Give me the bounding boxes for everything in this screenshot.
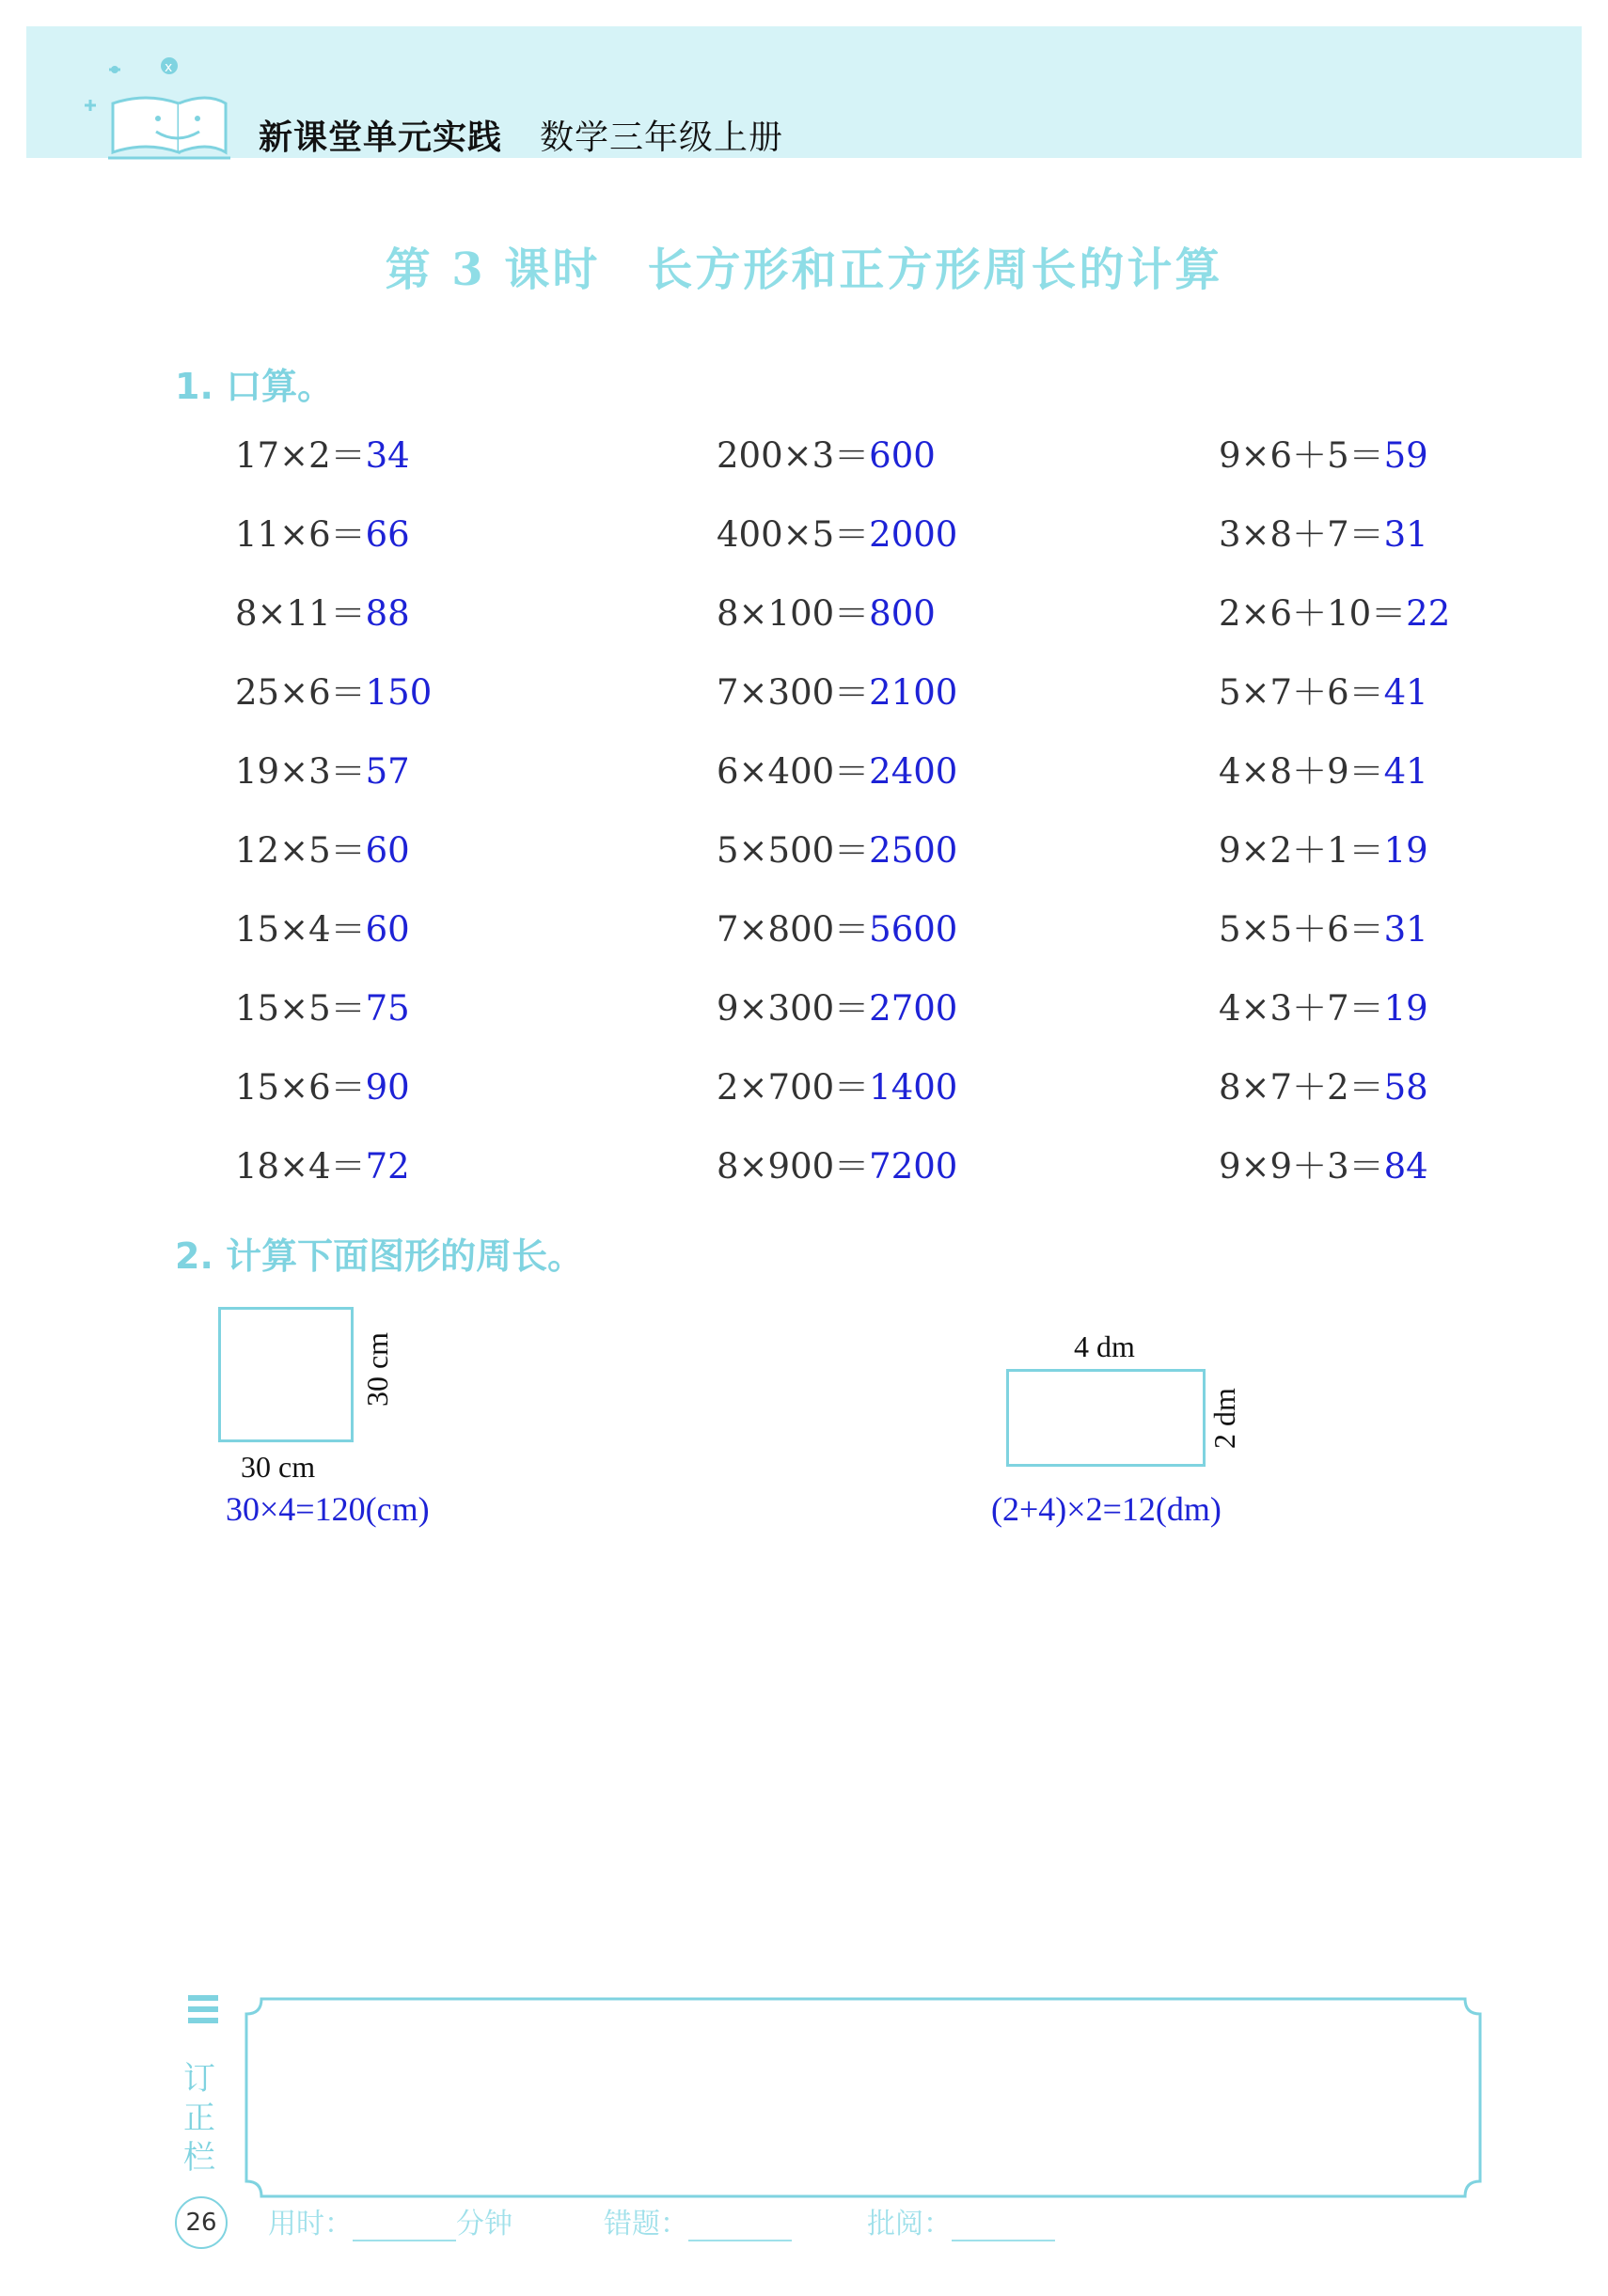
calc-row bbox=[235, 586, 432, 665]
svg-text:x: x bbox=[165, 60, 173, 75]
calc-expression: 3×8＋7＝ bbox=[1219, 514, 1384, 555]
lesson-label: 第 3 课时 bbox=[385, 244, 601, 296]
calc-row bbox=[717, 902, 957, 981]
calc-expression: 400×5＝ bbox=[717, 514, 870, 555]
calc-row bbox=[235, 744, 432, 823]
correction-bars bbox=[188, 1995, 218, 2029]
calc-answer: 72 bbox=[365, 1146, 410, 1187]
calc-answer: 2100 bbox=[869, 672, 958, 713]
calc-expression: 7×800＝ bbox=[717, 909, 870, 950]
calc-answer: 7200 bbox=[869, 1146, 958, 1187]
calc-expression: 15×6＝ bbox=[235, 1067, 366, 1108]
calc-expression: 6×400＝ bbox=[717, 751, 870, 792]
review-blank[interactable] bbox=[952, 2208, 1055, 2241]
calc-expression: 9×9＋3＝ bbox=[1219, 1146, 1384, 1187]
calc-answer: 41 bbox=[1383, 672, 1428, 713]
lesson-title bbox=[0, 233, 1608, 298]
rectangle-answer: (2+4)×2=12(dm) bbox=[991, 1490, 1222, 1528]
calc-expression: 25×6＝ bbox=[235, 672, 366, 713]
calc-expression: 18×4＝ bbox=[235, 1146, 366, 1187]
calc-expression: 4×3＋7＝ bbox=[1219, 988, 1384, 1029]
calc-row bbox=[1219, 665, 1450, 744]
calc-row bbox=[717, 823, 957, 902]
calc-answer: 2400 bbox=[869, 751, 958, 792]
calc-answer: 60 bbox=[365, 909, 410, 950]
calc-expression: 8×900＝ bbox=[717, 1146, 870, 1187]
footer-errors bbox=[604, 2200, 792, 2241]
calc-answer: 84 bbox=[1383, 1146, 1428, 1187]
calc-answer: 31 bbox=[1383, 909, 1428, 950]
calc-row bbox=[1219, 507, 1450, 586]
calc-row bbox=[235, 428, 432, 507]
calc-expression: 200×3＝ bbox=[717, 435, 870, 476]
rectangle-figure bbox=[1006, 1369, 1206, 1467]
errors-blank[interactable] bbox=[688, 2208, 792, 2241]
calc-row bbox=[1219, 1139, 1450, 1218]
calc-expression: 19×3＝ bbox=[235, 751, 366, 792]
time-label: 用时： bbox=[268, 2208, 353, 2241]
calc-answer: 41 bbox=[1383, 751, 1428, 792]
calc-row bbox=[717, 428, 957, 507]
calc-answer: 2500 bbox=[869, 830, 958, 871]
calc-answer: 22 bbox=[1406, 593, 1451, 634]
calc-answer: 88 bbox=[365, 593, 410, 634]
calc-row bbox=[235, 507, 432, 586]
calc-expression: 2×700＝ bbox=[717, 1067, 870, 1108]
calc-expression: 8×100＝ bbox=[717, 593, 870, 634]
calc-answer: 90 bbox=[365, 1067, 410, 1108]
lesson-topic: 长方形和正方形周长的计算 bbox=[647, 244, 1223, 296]
calc-answer: 5600 bbox=[869, 909, 958, 950]
square-bottom-label: 30 cm bbox=[241, 1450, 316, 1484]
calc-row bbox=[717, 981, 957, 1060]
calc-row bbox=[235, 902, 432, 981]
calc-expression: 11×6＝ bbox=[235, 514, 366, 555]
calc-row bbox=[717, 744, 957, 823]
calc-expression: 5×500＝ bbox=[717, 830, 870, 871]
calc-row bbox=[1219, 902, 1450, 981]
calc-expression: 7×300＝ bbox=[717, 672, 870, 713]
calc-answer: 60 bbox=[365, 830, 410, 871]
calc-answer: 150 bbox=[365, 672, 433, 713]
calc-row bbox=[1219, 981, 1450, 1060]
calc-answer: 2000 bbox=[869, 514, 958, 555]
calc-answer: 600 bbox=[869, 435, 936, 476]
calc-expression: 5×5＋6＝ bbox=[1219, 909, 1384, 950]
calc-expression: 15×5＝ bbox=[235, 988, 366, 1029]
calc-row bbox=[235, 665, 432, 744]
series-name: 新课堂单元实践 bbox=[259, 118, 503, 157]
column-2 bbox=[717, 428, 957, 1218]
calc-answer: 57 bbox=[365, 751, 410, 792]
calc-answer: 75 bbox=[365, 988, 410, 1029]
calc-row bbox=[1219, 586, 1450, 665]
calc-expression: 5×7＋6＝ bbox=[1219, 672, 1384, 713]
calc-expression: 15×4＝ bbox=[235, 909, 366, 950]
calc-expression: 12×5＝ bbox=[235, 830, 366, 871]
calc-row bbox=[1219, 823, 1450, 902]
page-number: 26 bbox=[175, 2196, 228, 2249]
calc-row bbox=[717, 507, 957, 586]
calc-row bbox=[717, 586, 957, 665]
calc-answer: 19 bbox=[1383, 830, 1428, 871]
calc-row bbox=[717, 1060, 957, 1139]
question-1-title: 1. 口算。 bbox=[175, 366, 334, 407]
calc-row bbox=[717, 665, 957, 744]
footer-time bbox=[268, 2200, 512, 2241]
calc-row bbox=[235, 1139, 432, 1218]
calc-expression: 9×2＋1＝ bbox=[1219, 830, 1384, 871]
calc-row bbox=[235, 1060, 432, 1139]
calc-expression: 9×300＝ bbox=[717, 988, 870, 1029]
calc-answer: 58 bbox=[1383, 1067, 1428, 1108]
calc-expression: 2×6＋10＝ bbox=[1219, 593, 1407, 634]
review-label: 批阅： bbox=[867, 2208, 952, 2241]
calc-expression: 4×8＋9＝ bbox=[1219, 751, 1384, 792]
calc-expression: 8×7＋2＝ bbox=[1219, 1067, 1384, 1108]
calc-answer: 59 bbox=[1383, 435, 1428, 476]
square-figure bbox=[218, 1307, 354, 1442]
calc-answer: 800 bbox=[869, 593, 936, 634]
errors-label: 错题： bbox=[604, 2208, 688, 2241]
calc-answer: 2700 bbox=[869, 988, 958, 1029]
question-2-title: 2. 计算下面图形的周长。 bbox=[175, 1235, 584, 1277]
column-3 bbox=[1219, 428, 1450, 1218]
book-name: 数学三年级上册 bbox=[540, 118, 784, 157]
calc-row bbox=[235, 981, 432, 1060]
calc-row bbox=[235, 823, 432, 902]
calc-expression: 17×2＝ bbox=[235, 435, 366, 476]
book-smile-icon bbox=[66, 47, 235, 169]
calc-answer: 34 bbox=[365, 435, 410, 476]
calc-row bbox=[717, 1139, 957, 1218]
calc-row bbox=[1219, 744, 1450, 823]
calc-expression: 8×11＝ bbox=[235, 593, 366, 634]
calc-row bbox=[1219, 1060, 1450, 1139]
calc-expression: 9×6＋5＝ bbox=[1219, 435, 1384, 476]
minutes-label: 分钟 bbox=[456, 2208, 512, 2241]
rectangle-side-label: 2 dm bbox=[1206, 1388, 1241, 1449]
time-blank[interactable] bbox=[353, 2208, 456, 2241]
calc-answer: 19 bbox=[1383, 988, 1428, 1029]
header-title bbox=[259, 111, 783, 159]
square-answer: 30×4=120(cm) bbox=[226, 1490, 430, 1528]
calc-answer: 1400 bbox=[869, 1067, 958, 1108]
footer-review bbox=[867, 2200, 1055, 2241]
calc-answer: 31 bbox=[1383, 514, 1428, 555]
calc-row bbox=[1219, 428, 1450, 507]
square-right-label: 30 cm bbox=[360, 1331, 395, 1407]
rectangle-top-label: 4 dm bbox=[1074, 1329, 1135, 1363]
column-1 bbox=[235, 428, 432, 1218]
calc-answer: 66 bbox=[365, 514, 410, 555]
correction-box bbox=[243, 1995, 1484, 2200]
correction-label: 订 正 栏 bbox=[183, 2060, 215, 2177]
